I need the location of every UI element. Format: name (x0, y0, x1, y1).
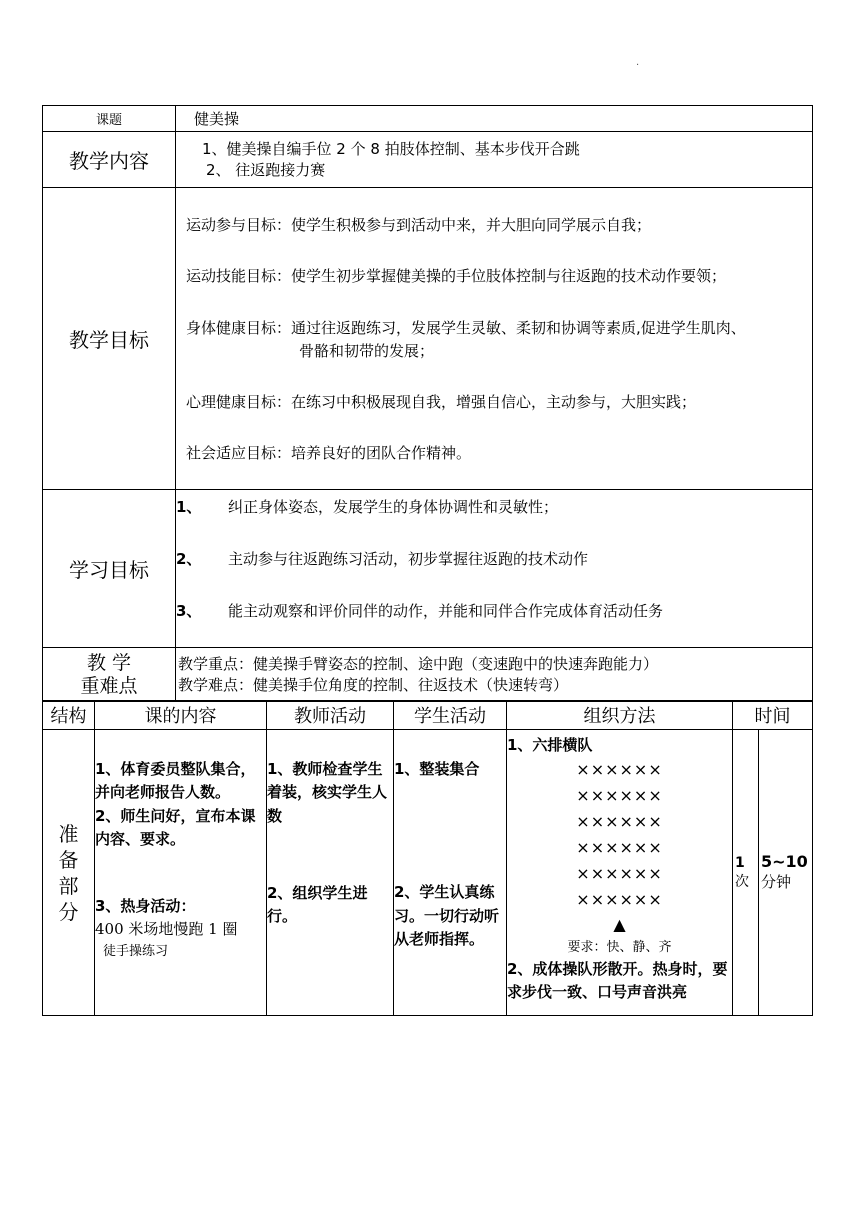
prep-section-char: 准 (58, 821, 79, 846)
student-activity: 1、整装集合 (394, 760, 480, 778)
teacher-activity: 2、组织学生进行。 (267, 883, 368, 925)
content-cell (176, 132, 813, 188)
formation-row: ×××××× (576, 838, 663, 858)
content-row (43, 132, 813, 188)
prep-times-cell (733, 730, 759, 1016)
formation-grid (507, 757, 732, 913)
lesson-plan-table (42, 700, 813, 1016)
learning-text: 纠正身体姿态，发展学生的身体协调性和灵敏性； (228, 498, 559, 516)
learning-label: 学习目标 (43, 490, 176, 648)
learning-item (176, 496, 812, 548)
keypoint-difficulty: 教学难点：健美操手位角度的控制、往返技术（快速转弯） (178, 675, 569, 694)
org-note: 2、成体操队形散开。热身时，要求步伐一致、口号声音洪亮 (507, 960, 728, 1002)
content-item: 1、健美操自编手位 2 个 8 拍肢体控制、基本步伐开合跳 (202, 139, 580, 158)
content-item: 2、 往返跑接力赛 (206, 160, 326, 179)
lesson-info-table (42, 105, 813, 702)
header-row (43, 701, 813, 730)
keypoint-focus: 教学重点：健美操手臂姿态的控制、途中跑（变速跑中的快速奔跑能力） (178, 654, 659, 673)
formation-row: ×××××× (576, 890, 663, 910)
prep-content-cell (95, 730, 267, 1016)
org-title: 1、六排横队 (507, 736, 593, 754)
header-mark: · (636, 60, 640, 71)
learning-num: 2、 (176, 550, 202, 568)
duration-unit: 分钟 (761, 873, 792, 892)
learning-num: 3、 (176, 602, 202, 620)
student-activity: 2、学生认真练习。一切行动听从老师指挥。 (394, 883, 500, 948)
header-student: 学生活动 (394, 701, 507, 730)
header-time: 时间 (733, 701, 813, 730)
learning-num: 1、 (176, 498, 202, 516)
topic-row (43, 106, 813, 132)
teacher-position-icon: ▲ (613, 915, 626, 935)
topic-label: 课题 (43, 106, 176, 132)
header-structure: 结构 (43, 701, 95, 730)
learning-text: 能主动观察和评价同伴的动作，并能和同伴合作完成体育活动任务 (228, 602, 664, 620)
prep-content-item: 徒手操练习 (103, 943, 169, 959)
duration-number: 5~10 (761, 852, 808, 872)
topic-value: 健美操 (176, 106, 813, 132)
objective-item: 运动参与目标：使学生积极参与到活动中来，并大胆向同学展示自我； (186, 216, 652, 234)
header-organization: 组织方法 (507, 701, 733, 730)
header-teacher: 教师活动 (267, 701, 394, 730)
teacher-activity: 1、教师检查学生着装，核实学生人数 (267, 760, 388, 825)
prep-duration-cell (759, 730, 813, 1016)
prep-student-cell (394, 730, 507, 1016)
objectives-row (43, 188, 813, 490)
keypoints-label (43, 648, 176, 702)
formation-row: ×××××× (576, 864, 663, 884)
learning-text: 主动参与往返跑练习活动，初步掌握往返跑的技术动作 (228, 550, 589, 568)
objective-item: 社会适应目标：培养良好的团队合作精神。 (186, 444, 472, 462)
learning-item (176, 600, 812, 621)
keypoints-label-line: 重难点 (80, 674, 138, 697)
objectives-label: 教学目标 (43, 188, 176, 490)
prep-row (43, 730, 813, 1016)
keypoints-row (43, 648, 813, 702)
learning-cell (176, 490, 813, 648)
objectives-cell (176, 188, 813, 490)
prep-organization-cell (507, 730, 733, 1016)
keypoints-cell (176, 648, 813, 702)
prep-content-item: 1、体育委员整队集合，并向老师报告人数。 (95, 760, 256, 802)
objective-item: 身体健康目标：通过往返跑练习，发展学生灵敏、柔韧和协调等素质,促进学生肌肉、 (186, 319, 746, 337)
times-number: 1 (735, 855, 745, 872)
prep-section-label (43, 730, 95, 1016)
prep-section-char: 部 (58, 873, 79, 898)
objective-item: 运动技能目标：使学生初步掌握健美操的手位肢体控制与往返跑的技术动作要领； (186, 267, 727, 285)
learning-row (43, 490, 813, 648)
prep-section-char: 分 (58, 899, 79, 924)
formation-row: ×××××× (576, 760, 663, 780)
learning-item (176, 548, 812, 600)
prep-teacher-cell (267, 730, 394, 1016)
content-label: 教学内容 (43, 132, 176, 188)
formation-row: ×××××× (576, 786, 663, 806)
org-requirement: 要求：快、静、齐 (567, 940, 672, 956)
prep-section-char: 备 (58, 847, 79, 872)
formation-row: ×××××× (576, 812, 663, 832)
times-unit: 次 (735, 873, 749, 890)
prep-content-item: 2、师生问好，宣布本课内容、要求。 (95, 806, 256, 848)
objective-item: 心理健康目标：在练习中积极展现自我，增强自信心，主动参与，大胆实践； (186, 393, 697, 411)
prep-content-item: 3、热身活动： (95, 897, 196, 915)
header-content: 课的内容 (95, 701, 267, 730)
objective-item: 骨骼和韧带的发展； (299, 342, 435, 360)
keypoints-label-line: 教 学 (86, 651, 132, 674)
prep-content-item: 400 米场地慢跑 1 圈 (95, 920, 238, 939)
